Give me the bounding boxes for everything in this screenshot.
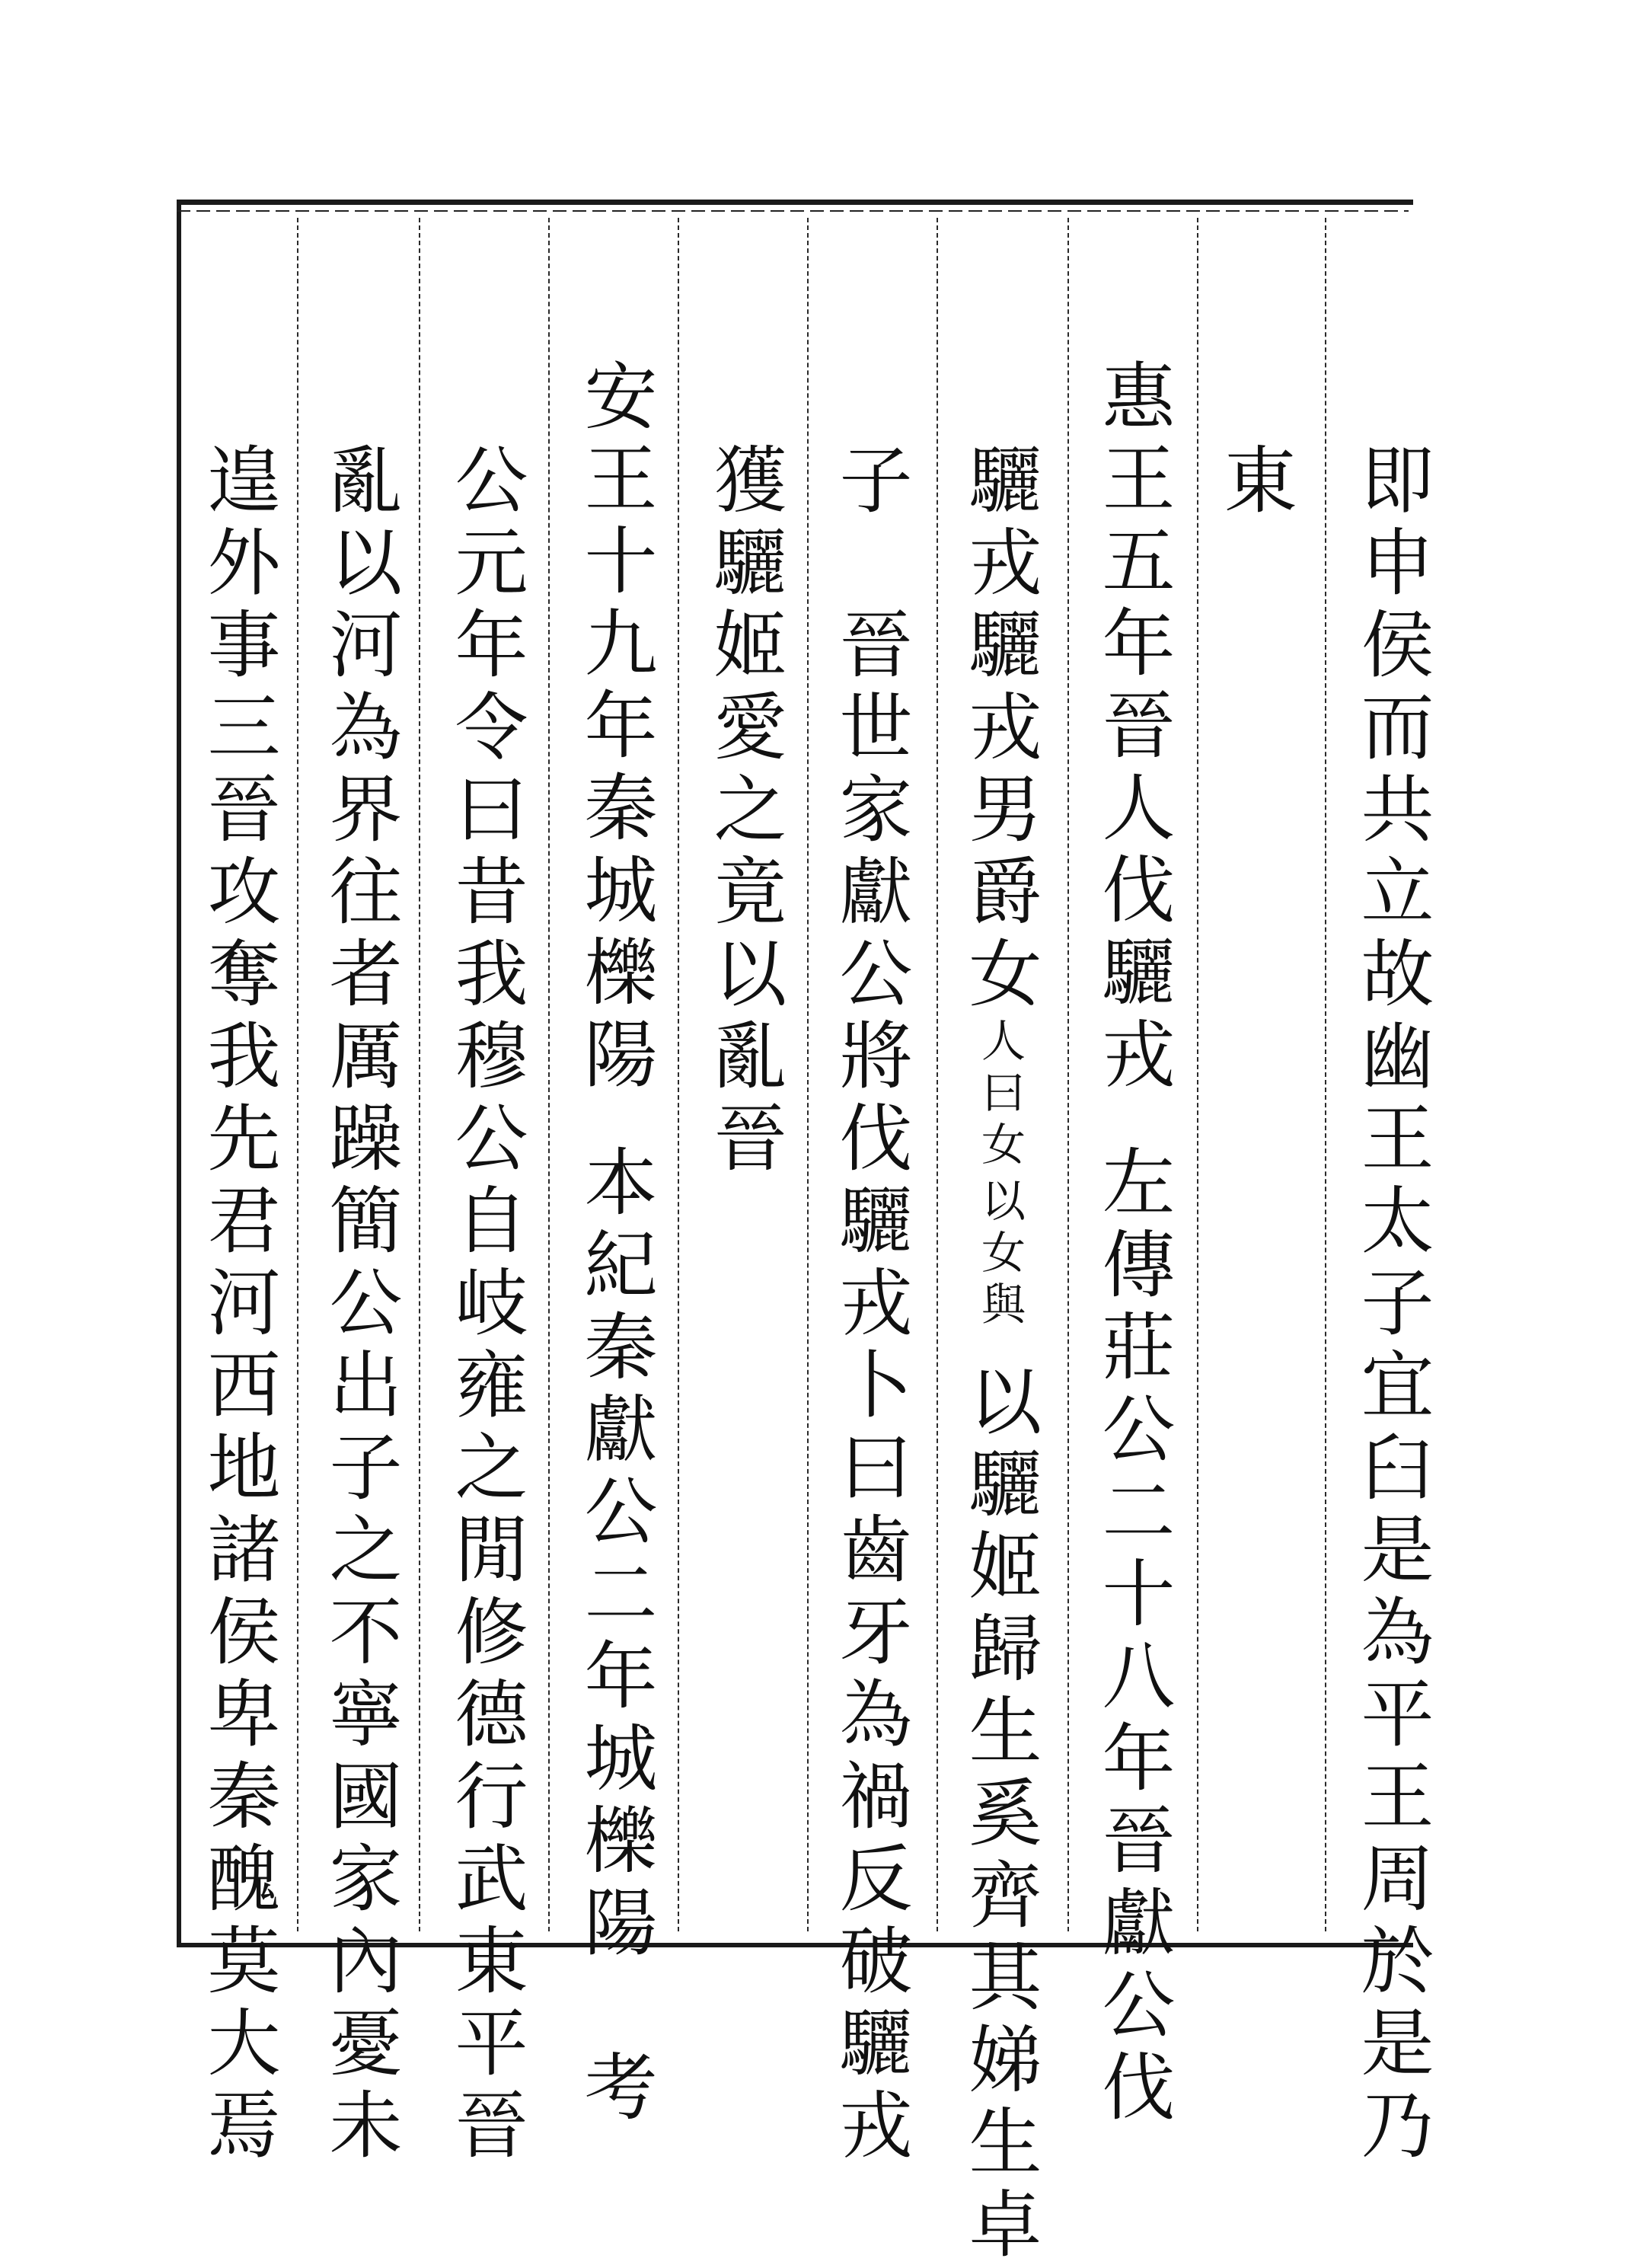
border-ornament — [177, 210, 1409, 212]
text-column-2: 東 — [1212, 442, 1297, 524]
column-rule — [419, 218, 420, 1931]
commentary-note: 本紀秦獻公二年城櫟陽 考 — [573, 1144, 658, 2131]
interlinear-left: 人曰女 — [974, 1017, 1026, 1173]
column-rule — [1197, 218, 1198, 1931]
column-rule — [1325, 218, 1326, 1931]
commentary-text: 以驪姬歸生奚齊其娣生卓 — [957, 1363, 1042, 2268]
commentary-note: 左傳莊公二十八年晉獻公伐 — [1090, 1144, 1176, 2131]
heading-entry: 惠王五年晉人伐驪戎 — [1090, 358, 1176, 1098]
interlinear-note — [974, 1017, 1026, 1333]
column-rule — [1067, 218, 1069, 1931]
text-column-1: 即申侯而共立故幽王太子宜臼是為平王周於是乃 — [1349, 442, 1434, 2169]
commentary-text: 驪戎驪戎男爵女 — [957, 442, 1042, 1017]
heading-entry: 安王十九年秦城櫟陽 — [573, 358, 658, 1098]
text-column-3 — [1090, 358, 1176, 2131]
column-rule — [678, 218, 679, 1931]
column-rule — [807, 218, 809, 1931]
column-rule — [937, 218, 938, 1931]
text-column-6: 獲驪姬愛之竟以亂晉 — [702, 442, 787, 1182]
interlinear-right: 以女與 — [974, 1177, 1026, 1333]
text-column-7 — [573, 358, 658, 2131]
text-column-4 — [957, 442, 1042, 2268]
text-column-8: 公元年令曰昔我穆公自岐雍之閒修德行武東平晉 — [443, 442, 528, 2169]
column-rule — [548, 218, 550, 1931]
text-column-9: 亂以河為界往者厲躁簡公出子之不寧國家內憂未 — [318, 442, 403, 2169]
column-rule — [297, 218, 298, 1931]
text-column-10: 遑外事三晉攻奪我先君河西地諸侯卑秦醜莫大焉 — [196, 442, 281, 2169]
text-column-5: 子 晉世家獻公將伐驪戎卜曰齒牙為禍反破驪戎 — [828, 442, 913, 2169]
